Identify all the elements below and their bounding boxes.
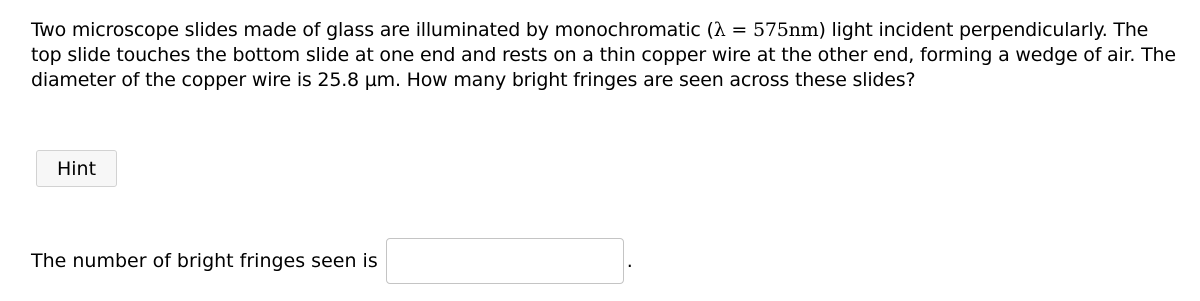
answer-period: . xyxy=(626,250,633,272)
answer-label: The number of bright fringes seen is xyxy=(31,250,378,272)
hint-button[interactable]: Hint xyxy=(36,150,117,187)
wavelength-expression: λ = 575nm xyxy=(713,19,819,41)
answer-input[interactable] xyxy=(386,238,624,284)
question-text xyxy=(31,18,1181,93)
question-text-part2: ) light incident perpendicularly. The top slide touches the bottom slide at one end and rests on a thin copper wire at the other end, forming a wedge of air. The diameter of the copper wire is 25.8 µm. How many bright fringes are seen across these slides? xyxy=(31,19,1176,91)
answer-row xyxy=(31,237,633,285)
question-text-part1: Two microscope slides made of glass are illuminated by monochromatic ( xyxy=(31,19,714,41)
